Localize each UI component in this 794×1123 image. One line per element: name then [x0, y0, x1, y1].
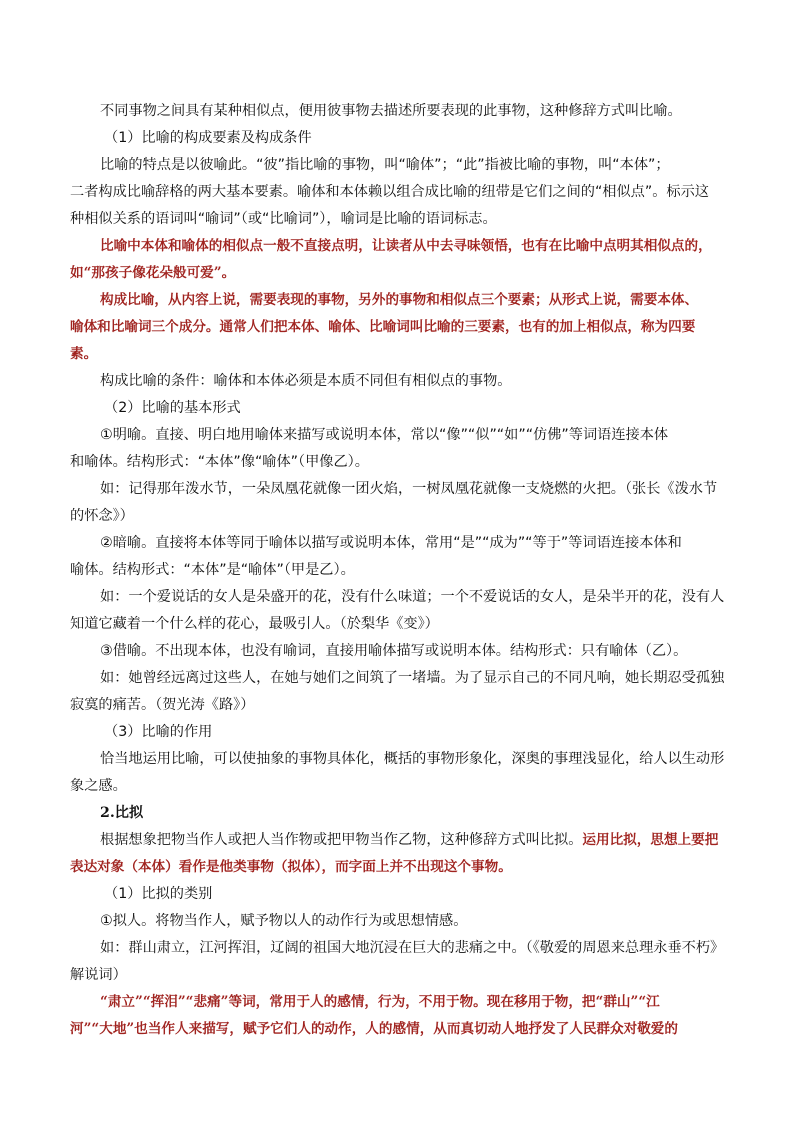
text-line	[100, 125, 724, 152]
line-text: 象之感。	[70, 778, 127, 794]
text-line	[100, 584, 724, 611]
line-text: 比喻中本体和喻体的相似点一般不直接点明，让读者从中去寻味领悟，也有在比喻中点明其相似点的，	[100, 238, 712, 254]
text-line	[70, 260, 724, 287]
text-line	[100, 368, 724, 395]
line-text: 的怀念》）	[70, 508, 134, 524]
section-heading	[100, 800, 724, 827]
text-line	[100, 233, 724, 260]
text-line	[100, 746, 724, 773]
line-text: 2.比拟	[100, 805, 144, 821]
line-text: 根据想象把物当作人或把人当作物或把甲物当作乙物，这种修辞方式叫比拟。	[100, 832, 583, 848]
line-text: 不同事物之间具有某种相似点，便用彼事物去描述所要表现的此事物，这种修辞方式叫比喻。	[100, 103, 682, 119]
text-line	[70, 1016, 724, 1043]
text-line	[100, 476, 724, 503]
line-text: ②暗喻。直接将本体等同于喻体以描写或说明本体，常用“是”“成为”“等于”等词语连接本体和	[100, 535, 682, 551]
text-line	[70, 179, 724, 206]
text-line	[70, 206, 724, 233]
text-line	[70, 692, 724, 719]
line-text: ①明喻。直接、明白地用喻体来描写或说明本体，常以“像”“似”“如”“仿佛”等词语连接本体	[100, 427, 669, 443]
text-line	[100, 530, 724, 557]
text-line	[100, 665, 724, 692]
text-line	[70, 449, 724, 476]
text-line	[70, 314, 724, 341]
line-text: 喻体。结构形式：“本体”是“喻体”（甲是乙）。	[70, 562, 355, 578]
line-text: （2）比喻的基本形式	[104, 400, 241, 416]
text-line	[100, 989, 724, 1016]
line-text: 和喻体。结构形式：“本体”像“喻体”（甲像乙）。	[70, 454, 369, 470]
text-line	[100, 827, 724, 854]
line-text: 构成比喻，从内容上说，需要表现的事物，另外的事物和相似点三个要素；从形式上说，需要本体、	[100, 292, 699, 308]
text-line	[100, 422, 724, 449]
line-text: 如：一个爱说话的女人是朵盛开的花，没有什么味道；一个不爱说话的女人，是朵半开的花，没有人	[100, 589, 724, 605]
line-text: （3）比喻的作用	[104, 724, 213, 740]
text-line	[70, 503, 724, 530]
line-text: 如“那孩子像花朵般可爱”。	[70, 265, 236, 281]
text-line	[100, 881, 724, 908]
document-body	[70, 98, 724, 1043]
line-text: 恰当地运用比喻，可以使抽象的事物具体化，概括的事物形象化，深奥的事理浅显化，给人以生动形	[100, 751, 724, 767]
text-line	[70, 557, 724, 584]
line-text: “肃立”“挥泪”“悲痛”等词，常用于人的感情，行为，不用于物。现在移用于物，把“群山”“江	[100, 994, 660, 1010]
line-text: 寂寞的痛苦。（贺光涛《路》）	[70, 697, 255, 713]
highlight-text: 运用比拟，思想上要把	[582, 832, 719, 848]
line-text: 知道它藏着一个什么样的花心，最吸引人。（於梨华《变》）	[70, 616, 439, 632]
line-text: 如：记得那年泼水节，一朵凤凰花就像一团火焰，一树凤凰花就像一支烧燃的火把。（张长《泼水节	[100, 481, 718, 497]
line-text: 如：她曾经远离过这些人，在她与她们之间筑了一堵墙。为了显示自己的不同凡响，她长期忍受孤独	[100, 670, 724, 686]
text-line	[70, 773, 724, 800]
line-text: （1）比喻的构成要素及构成条件	[104, 130, 312, 146]
text-line	[70, 341, 724, 368]
text-line	[100, 395, 724, 422]
line-text: ①拟人。将物当作人，赋予物以人的动作行为或思想情感。	[100, 913, 468, 929]
text-line	[100, 935, 724, 962]
line-text: 二者构成比喻辞格的两大基本要素。喻体和本体赖以组合成比喻的纽带是它们之间的“相似点”。标示这	[70, 184, 709, 200]
line-text: 喻体和比喻词三个成分。通常人们把本体、喻体、比喻词叫比喻的三要素，也有的加上相似点，称为四要	[70, 319, 696, 335]
line-text: 比喻的特点是以彼喻此。“彼”指比喻的事物，叫“喻体”；“此”指被比喻的事物，叫“本体”；	[100, 157, 670, 173]
line-text: 构成比喻的条件：喻体和本体必须是本质不同但有相似点的事物。	[100, 373, 512, 389]
line-text: 素。	[70, 346, 98, 362]
text-line	[70, 854, 724, 881]
text-line	[70, 962, 724, 989]
line-text: 解说词）	[70, 967, 127, 983]
line-text: ③借喻。不出现本体，也没有喻词，直接用喻体描写或说明本体。结构形式：只有喻体（乙）。	[100, 643, 688, 659]
line-text: （1）比拟的类别	[104, 886, 213, 902]
line-text: 表达对象（本体）看作是他类事物（拟体），而字面上并不出现这个事物。	[70, 859, 512, 875]
line-text: 如：群山肃立，江河挥泪，辽阔的祖国大地沉浸在巨大的悲痛之中。（《敬爱的周恩来总理永垂不朽》	[100, 940, 724, 956]
text-line	[100, 638, 724, 665]
line-text: 河”“大地”也当作人来描写，赋予它们人的动作，人的感情，从而真切动人地抒发了人民群众对敬爱的	[70, 1021, 678, 1037]
text-line	[100, 152, 724, 179]
text-line	[100, 908, 724, 935]
text-line	[100, 98, 724, 125]
line-text: 种相似关系的语词叫“喻词”（或“比喻词”），喻词是比喻的语词标志。	[70, 211, 497, 227]
text-line	[100, 719, 724, 746]
text-line	[100, 287, 724, 314]
text-line	[70, 611, 724, 638]
